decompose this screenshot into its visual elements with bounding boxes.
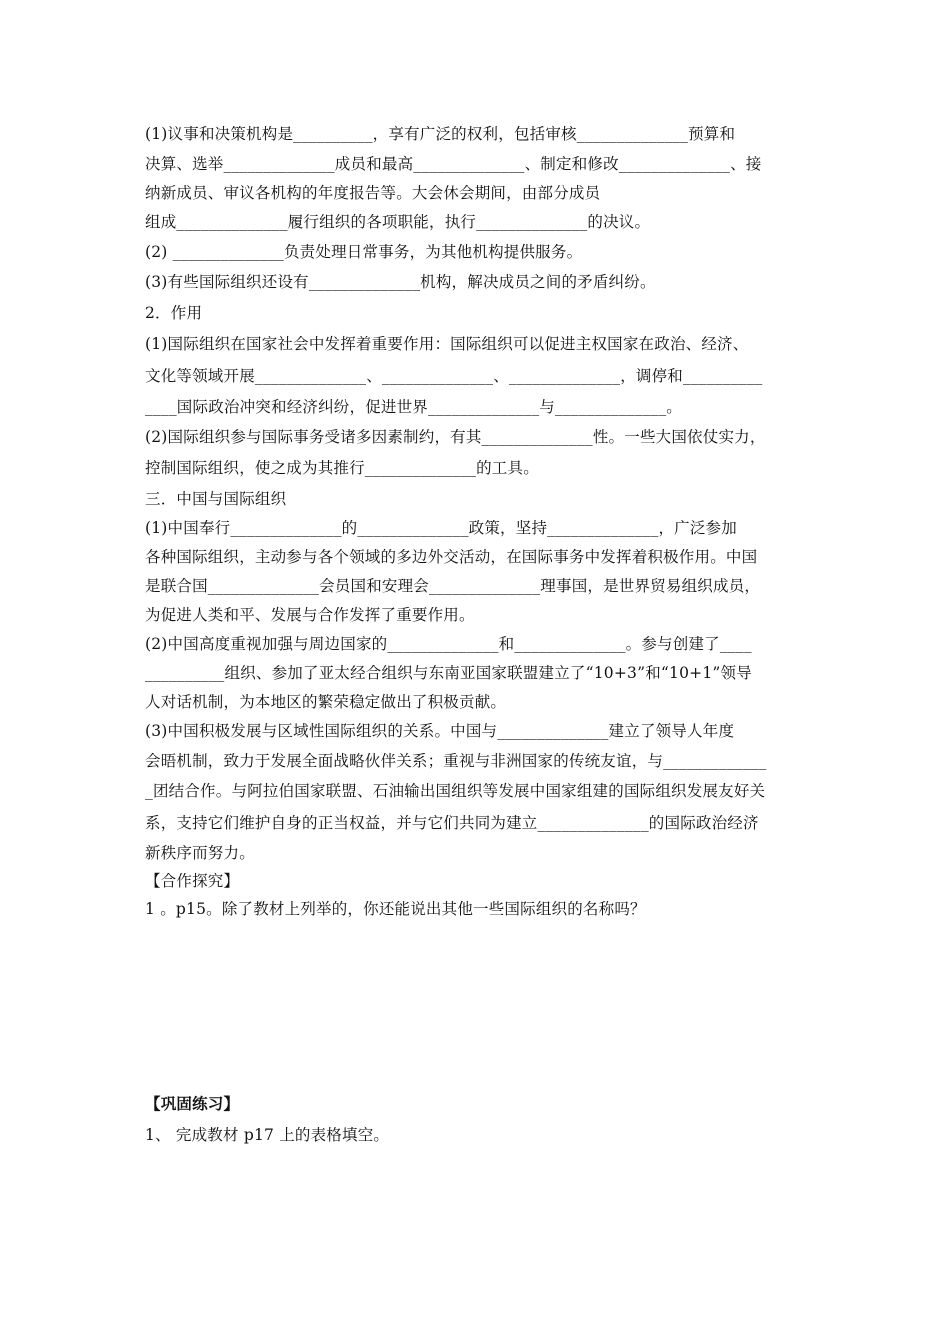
question-line: 1 。p15。除了教材上列举的，你还能说出其他一些国际组织的名称吗？ xyxy=(145,900,646,918)
text-line: __________组织、参加了亚太经合组织与东南亚国家联盟建立了“10+3”和“10+1”领导 xyxy=(145,664,752,682)
text-line: 纳新成员、审议各机构的年度报告等。大会休会期间，由部分成员 xyxy=(145,184,601,202)
section-heading: 三．中国与国际组织 xyxy=(145,490,287,508)
text-line: ____国际政治冲突和经济纠纷，促进世界______________与______________。 xyxy=(145,398,683,416)
section-heading: 2．作用 xyxy=(145,304,203,322)
text-line: 各种国际组织，主动参与各个领域的多边外交活动，在国际事务中发挥着积极作用。中国 xyxy=(145,548,758,566)
text-line: 组成______________履行组织的各项职能，执行______________的决议。 xyxy=(145,213,651,231)
text-line: 为促进人类和平、发展与合作发挥了重要作用。 xyxy=(145,606,475,624)
text-line: (3)中国积极发展与区域性国际组织的关系。中国与______________建立了领导人年度 xyxy=(145,722,735,740)
text-line: 系，支持它们维护自身的正当权益，并与它们共同为建立______________的国际政治经济 xyxy=(145,814,759,832)
text-line: 决算、选举______________成员和最高______________、制定和修改______________、接 xyxy=(145,155,762,173)
text-line: (1)中国奉行______________的______________政策，坚持______________，广泛参加 xyxy=(145,519,737,537)
text-line: (2)中国高度重视加强与周边国家的______________和______________。参与创建了____ xyxy=(145,635,752,653)
text-line: _团结合作。与阿拉伯国家联盟、石油输出国组织等发展中国家组建的国际组织发展友好关 xyxy=(145,782,766,800)
text-line: (2) ______________负责处理日常事务，为其他机构提供服务。 xyxy=(145,243,583,261)
section-heading-cooperation: 【合作探究】 xyxy=(145,872,240,890)
exercise-line: 1、 完成教材 p17 上的表格填空。 xyxy=(145,1126,390,1144)
section-heading-practice: 【巩固练习】 xyxy=(145,1094,240,1113)
text-line: 新秩序而努力。 xyxy=(145,844,255,862)
text-line: 人对话机制，为本地区的繁荣稳定做出了积极贡献。 xyxy=(145,693,507,711)
text-line: (2)国际组织参与国际事务受诸多因素制约，有其______________性。一些大国依仗实力， xyxy=(145,428,766,446)
text-line: 文化等领域开展______________、______________、______________，调停和__________ xyxy=(145,367,763,385)
text-line: (3)有些国际组织还设有______________机构，解决成员之间的矛盾纠纷。 xyxy=(145,273,656,291)
text-line: 是联合国______________会员国和安理会______________理事国，是世界贸易组织成员， xyxy=(145,577,761,595)
text-line: (1)国际组织在国家社会中发挥着重要作用：国际组织可以促进主权国家在政治、经济、 xyxy=(145,335,749,353)
text-line: 控制国际组织，使之成为其推行______________的工具。 xyxy=(145,459,539,477)
text-line: (1)议事和决策机构是__________，享有广泛的权利，包括审核______________预算和 xyxy=(145,125,736,143)
text-line: 会晤机制，致力于发展全面战略伙伴关系；重视与非洲国家的传统友谊，与_____________ xyxy=(145,752,767,770)
